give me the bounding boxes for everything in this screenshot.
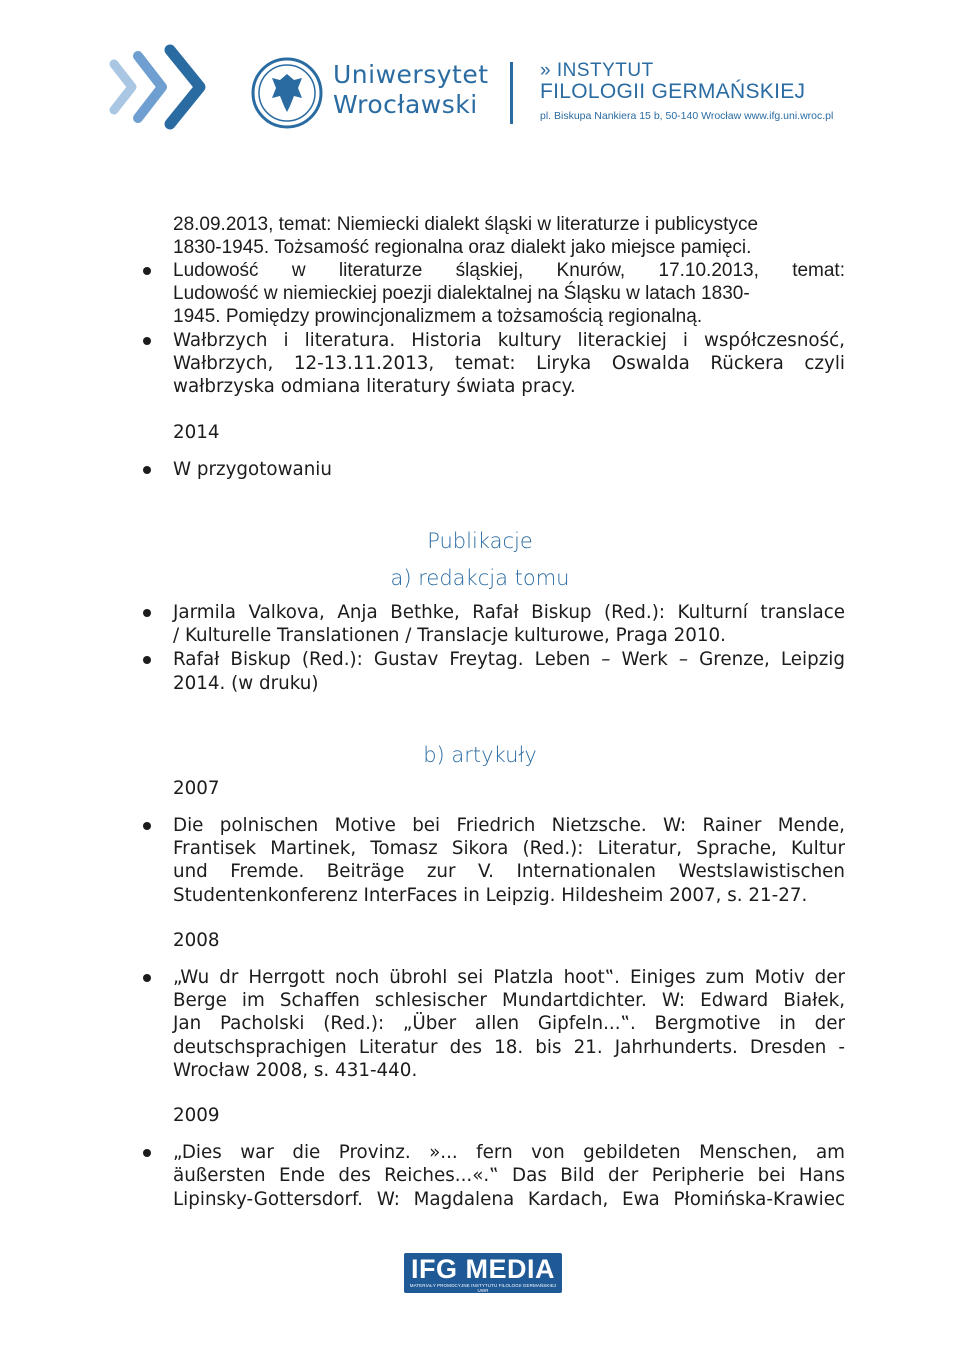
subsection-heading: a) redakcja tomu [390,566,570,590]
bullet [143,656,151,664]
bullet [143,822,151,830]
text-line: 1830-1945. Tożsamość regionalna oraz dialekt jako miejsce pamięci. [173,237,752,258]
university-line-2: Wrocławski [333,90,478,119]
text-line: „Wu dr Herrgott noch übrohl sei Platzla hoot‟. Einiges zum Motiv der [173,967,845,988]
year-label: 2008 [173,930,220,951]
text-line: Studentenkonferenz InterFaces in Leipzig. Hildesheim 2007, s. 21-27. [173,885,808,906]
text-line: Lipinsky-Gottersdorf. W: Magdalena Kardach, Ewa Płomińska-Krawiec [173,1189,845,1210]
text-line: wałbrzyska odmiana literatury świata pracy. [173,376,576,397]
year-label: 2009 [173,1105,220,1126]
bullet [143,1149,151,1157]
text-line: äußersten Ende des Reiches...«.‟ Das Bild der Peripherie bei Hans [173,1165,845,1186]
text-line: 28.09.2013, temat: Niemiecki dialekt śląski w literaturze i publicystyce [173,214,759,235]
bullet [143,609,151,617]
bullet [143,974,151,982]
text-line: Wrocław 2008, s. 431-440. [173,1060,418,1081]
text-line: „Dies war die Provinz. »... fern von gebildeten Menschen, am [173,1142,845,1163]
text-line: Wałbrzych i literatura. Historia kultury literackiej i współczesność, [173,330,845,351]
text-line: Ludowość w niemieckiej poezji dialektalnej na Śląsku w latach 1830- [173,283,750,304]
text-line: Wałbrzych, 12-13.11.2013, temat: Liryka Oswalda Rückera czyli [173,353,845,374]
text-line: 1945. Pomiędzy prowincjonalizmem a tożsamością regionalną. [173,306,703,327]
bullet [143,337,151,345]
university-crest-icon [250,56,324,130]
university-line-1: Uniwersytet [333,60,489,89]
text-line: und Fremde. Beiträge zur V. Internationalen Westslawistischen [173,861,845,882]
logo-subtext: MATERIAŁY PROMOCYJNE INSTYTUTU FILOLOGII GERMAŃSKIEJ UWR [409,1283,557,1293]
year-label: 2007 [173,778,220,799]
text-line: Jan Pacholski (Red.): „Über allen Gipfeln...‟. Bergmotive in der [173,1013,845,1034]
logo-text: IFG MEDIA [411,1254,555,1284]
text-line: W przygotowaniu [173,459,332,480]
subsection-heading: b) artykuły [423,743,537,767]
institute-line-1: » INSTYTUT [540,60,654,81]
university-name [333,60,489,120]
chevrons-icon [100,42,230,132]
text-line: Frantisek Martinek, Tomasz Sikora (Red.): Literatur, Sprache, Kultur [173,838,845,859]
year-label: 2014 [173,422,220,443]
bullet [143,267,151,275]
bullet [143,466,151,474]
text-line: Rafał Biskup (Red.): Gustav Freytag. Leben – Werk – Grenze, Leipzig [173,649,845,670]
text-line: 2014. (w druku) [173,673,319,694]
text-line: Jarmila Valkova, Anja Bethke, Rafał Biskup (Red.): Kulturní translace [173,602,845,623]
page-header [0,0,960,160]
institute-address: pl. Biskupa Nankiera 15 b, 50-140 Wrocław www.ifg.uni.wroc.pl [540,110,834,122]
institute-line-2: FILOLOGII GERMAŃSKIEJ [540,80,806,103]
header-divider [510,62,513,124]
ifg-media-logo [404,1253,562,1293]
section-heading: Publikacje [427,529,533,553]
text-line: Berge im Schaffen schlesischer Mundartdichter. W: Edward Białek, [173,990,845,1011]
text-line: deutschsprachigen Literatur des 18. bis 21. Jahrhunderts. Dresden - [173,1037,845,1058]
text-line: Die polnischen Motive bei Friedrich Nietzsche. W: Rainer Mende, [173,815,845,836]
text-line: Ludowość w literaturze śląskiej, Knurów, 17.10.2013, temat: [173,260,845,281]
text-line: / Kulturelle Translationen / Translacje kulturowe, Praga 2010. [173,625,726,646]
